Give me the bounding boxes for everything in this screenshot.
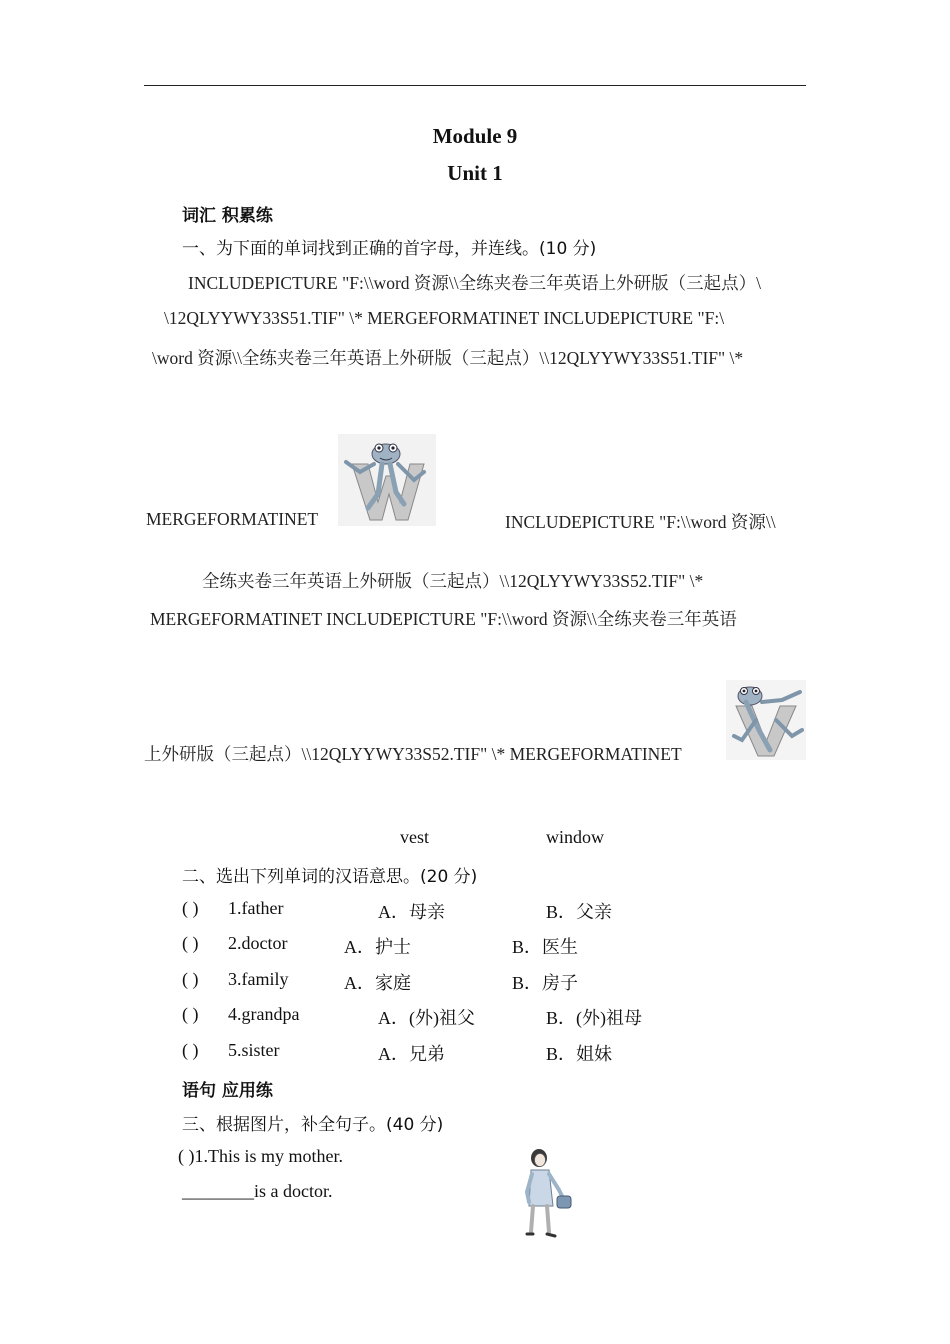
q2-item-2-bracket[interactable]: ( ) bbox=[182, 933, 199, 953]
q2-item-1-word: 1.father bbox=[228, 898, 284, 918]
q2-item-2-option-a: A．护士 bbox=[344, 937, 411, 957]
header-rule bbox=[144, 85, 806, 86]
q2-item-3-option-b: B．房子 bbox=[512, 973, 579, 993]
q2-item-4-option-b: B．(外)祖母 bbox=[546, 1008, 642, 1028]
q2-item-3-bracket[interactable]: ( ) bbox=[182, 969, 199, 989]
q2-item-1-option-b: B．父亲 bbox=[546, 902, 613, 922]
q2-item-5-option-b: B．姐妹 bbox=[546, 1044, 613, 1064]
q2-item-1-option-a: A．母亲 bbox=[378, 902, 445, 922]
q2-item-4-option-a: A．(外)祖父 bbox=[378, 1008, 475, 1028]
q2-item-5-option-a: A．兄弟 bbox=[378, 1044, 445, 1064]
frog-w-picture bbox=[338, 434, 436, 526]
sentence-heading: 语句 应用练 bbox=[182, 1081, 273, 1101]
mother-doctor-picture bbox=[519, 1146, 573, 1242]
q3-instruction: 三、根据图片，补全句子。(40 分) bbox=[182, 1115, 444, 1135]
q2-item-2-option-b: B．医生 bbox=[512, 937, 579, 957]
frog-v-picture bbox=[726, 680, 806, 760]
field-code-line-3: \word 资源\\全练夹卷三年英语上外研版（三起点）\\12QLYYWY33S51.TIF" \* bbox=[152, 348, 744, 368]
q2-item-3-word: 3.family bbox=[228, 969, 289, 989]
q2-item-4-bracket[interactable]: ( ) bbox=[182, 1004, 199, 1024]
vocab-heading: 词汇 积累练 bbox=[182, 206, 273, 226]
word-vest: vest bbox=[400, 827, 429, 847]
field-code-line-1: INCLUDEPICTURE "F:\\word 资源\\全练夹卷三年英语上外研版（三起点）\ bbox=[188, 273, 761, 293]
q2-item-3-option-a: A．家庭 bbox=[344, 973, 411, 993]
unit-title: Unit 1 bbox=[447, 161, 503, 185]
q3-item-1-line-2[interactable]: ________is a doctor. bbox=[182, 1181, 333, 1201]
field-code-line-4-right: INCLUDEPICTURE "F:\\word 资源\\ bbox=[505, 512, 776, 532]
q2-item-5-bracket[interactable]: ( ) bbox=[182, 1040, 199, 1060]
q2-item-5-word: 5.sister bbox=[228, 1040, 280, 1060]
field-code-line-2: \12QLYYWY33S51.TIF" \* MERGEFORMATINET INCLUDEPICTURE "F:\ bbox=[164, 308, 725, 328]
field-code-line-6: MERGEFORMATINET INCLUDEPICTURE "F:\\word 资源\\全练夹卷三年英语 bbox=[150, 609, 737, 629]
field-code-line-5: 全练夹卷三年英语上外研版（三起点）\\12QLYYWY33S52.TIF" \* bbox=[202, 571, 704, 591]
q3-item-1-line-1[interactable]: ( )1.This is my mother. bbox=[178, 1146, 343, 1166]
field-code-line-7: 上外研版（三起点）\\12QLYYWY33S52.TIF" \* MERGEFORMATINET bbox=[144, 744, 682, 764]
q2-instruction: 二、选出下列单词的汉语意思。(20 分) bbox=[182, 867, 478, 887]
q2-item-1-bracket[interactable]: ( ) bbox=[182, 898, 199, 918]
word-window: window bbox=[546, 827, 604, 847]
q2-item-2-word: 2.doctor bbox=[228, 933, 288, 953]
field-code-line-4-left: MERGEFORMATINET bbox=[146, 509, 319, 529]
module-title: Module 9 bbox=[432, 124, 518, 148]
q1-instruction: 一、为下面的单词找到正确的首字母，并连线。(10 分) bbox=[182, 239, 597, 259]
q2-item-4-word: 4.grandpa bbox=[228, 1004, 300, 1024]
